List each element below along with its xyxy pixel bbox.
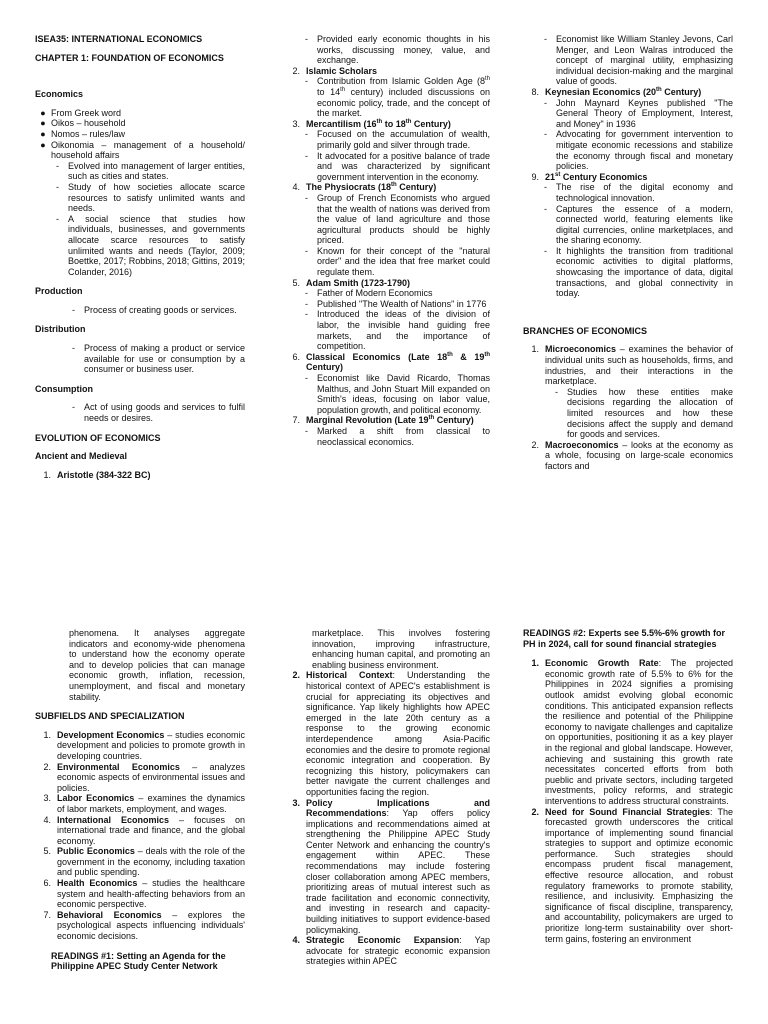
sub-point: - John Maynard Keynes published "The General Theory of Employment, Interest, and Money" in 1936	[544, 97, 733, 129]
sub-point: - It highlights the transition from traditional economic activities to digital platforms, showcasing the importance of data, digital transactions, and global connectivity in today.	[544, 245, 733, 299]
chapter-title: CHAPTER 1: FOUNDATION OF ECONOMICS	[35, 52, 224, 63]
distribution-heading: Distribution	[35, 324, 86, 335]
subfield-item: 1. Development Economics – studies economic development and policies to promote growth in developing countries.	[43, 729, 245, 761]
list-item-islamic: 2. Islamic Scholars	[292, 65, 378, 76]
list-item-physiocrats: 4. The Physiocrats (18th Century)	[292, 182, 437, 193]
sub-point: - Advocating for government intervention to mitigate economic recessions and stabilize the economy through fiscal and monetary policies.	[544, 129, 733, 172]
sub-point: - Focused on the accumulation of wealth, primarily gold and silver through trade.	[305, 129, 490, 150]
sub-point: - Economist like William Stanley Jevons, Carl Menger, and Leon Walras introduced the concept of marginal utility, emphasizing individual decision-making and the marginal value of goods.	[544, 34, 733, 87]
subfield-item: 6. Health Economics – studies the healthcare system and health-affecting behaviors from an economic perspective.	[43, 878, 245, 910]
sub-point: - The rise of the digital economy and technological innovation.	[544, 182, 733, 203]
readings-1-item: 3. Policy Implications and Recommendations: Yap offers policy implications and recommendations aimed at strengthening the Philippine APEC Study Center Network and enhancing the country's engagement within APEC. These recommendations may include fostering closer collaboration among APEC members, prioritizing areas of mutual interest such as trade facilitation and economic connectivity, and investing in research and capacity-building initiatives to support evidence-based policymaking.	[292, 797, 490, 935]
apec-continuation: marketplace. This involves fostering innovation, improving infrastructure, enhancing human capital, and promoting an enabling business environment.	[312, 628, 490, 670]
consumption-heading: Consumption	[35, 383, 93, 394]
bullet-item: ● Oikonomia – management of a household/ household affairs	[35, 140, 245, 161]
sub-point: - Father of Modern Economics	[305, 288, 433, 299]
sub-point: - Captures the essence of a modern, connected world, featuring elements like digital currencies, online marketplaces, and the sharing economy.	[544, 203, 733, 246]
subfield-item: 7. Behavioral Economics – explores the psychological aspects influencing individuals' economic decisions.	[43, 909, 245, 942]
sub-point: - Evolved into management of larger entities, such as cities and states.	[56, 160, 245, 182]
readings-1-item: 4. Strategic Economic Expansion: Yap advocate for strategic economic expansion strategies within APEC	[292, 935, 490, 967]
sub-point: - It advocated for a positive balance of trade and was characterized by significant government intervention in the economy.	[305, 150, 490, 182]
list-item-microeconomics: 1. Microeconomics – examines the behavior of individual units such as households, firms, and industries, and their interactions in the marketplace.	[531, 344, 733, 387]
subfield-item: 5. Public Economics – deals with the role of the government in the economy, including taxation and public spending.	[43, 846, 245, 878]
bullet-item: ● Nomos – rules/law	[35, 129, 245, 140]
page2-column-1	[35, 628, 245, 972]
consumption-point: - Act of using goods and services to fulfil needs or desires.	[72, 402, 245, 424]
subfield-item: 3. Labor Economics – examines the dynamics of labor markets, employment, and wages.	[43, 793, 245, 814]
list-item-marginal: 7. Marginal Revolution (Late 19th Century)	[292, 415, 474, 426]
subfield-item: 4. International Economics – focuses on international trade and finance, and the global economy.	[43, 814, 245, 846]
subfields-heading: SUBFIELDS AND SPECIALIZATION	[35, 711, 185, 722]
document-page-2	[0, 618, 768, 1024]
sub-point: - Introduced the ideas of the division of labor, the invisible hand guiding free markets, and the importance of competition.	[305, 309, 490, 352]
sub-point: - Contribution from Islamic Golden Age (8th to 14th century) included discussions on economic policy, trade, and the concept of the market.	[305, 76, 490, 119]
production-heading: Production	[35, 286, 83, 297]
sub-point: - Provided early economic thoughts in his works, discussing money, value, and exchange.	[305, 34, 490, 66]
bullet-icon: ●	[40, 118, 46, 129]
list-item-mercantilism: 3. Mercantilism (16th to 18th Century)	[292, 118, 451, 129]
page1-column-1	[35, 34, 245, 480]
list-item-keynesian: 8. Keynesian Economics (20th Century)	[531, 86, 702, 97]
course-title: ISEA35: INTERNATIONAL ECONOMICS	[35, 34, 203, 44]
page1-column-3	[523, 34, 733, 472]
readings-2-heading: READINGS #2: Experts see 5.5%-6% growth for PH in 2024, call for sound financial strategies	[523, 628, 726, 649]
sub-point: - Marked a shift from classical to neoclassical economics.	[305, 425, 490, 447]
readings-1-item: 2. Historical Context: Understanding the historical context of APEC's establishment is crucial for appreciating its objectives and significance. Yap likely highlights how APEC emerged in the late 20th century as a response to the growing economic interdependence among Asia-Pacific economies and the desire to promote regional economic integration and cooperation. By recognizing this history, policymakers can better navigate the current challenges and opportunities facing the region.	[292, 670, 491, 797]
bullet-icon: ●	[40, 107, 46, 118]
page2-column-3	[523, 628, 733, 944]
bullet-icon: ●	[40, 128, 46, 139]
list-item-macroeconomics: 2. Macroeconomics – looks at the economy as a whole, focusing on large-scale economics factors and	[531, 439, 733, 471]
list-item-adam-smith: 5. Adam Smith (1723-1790)	[292, 277, 411, 288]
list-item-aristotle: 1. Aristotle (384-322 BC)	[43, 469, 151, 480]
ancient-heading: Ancient and Medieval	[35, 451, 128, 462]
page2-column-2	[284, 628, 490, 967]
list-item-classical: 6. Classical Economics (Late 18th & 19th Century)	[292, 351, 490, 373]
distribution-point: - Process of making a product or service available for use or consumption by a consumer or business user.	[72, 343, 245, 375]
sub-point: - Known for their concept of the "natural order" and the idea that free market could regulate them.	[305, 245, 490, 278]
readings-1-heading: READINGS #1: Setting an Agenda for the Philippine APEC Study Center Network	[51, 950, 226, 972]
bullet-item: ● Oikos – household	[35, 118, 245, 129]
bullet-icon: ●	[40, 139, 46, 150]
readings-2-item: 1. Economic Growth Rate: The projected economic growth rate of 5.5% to 6% for the Philippines in 2024 signifies a promising outlook amidst evolving global economic conditions. This anticipated expansion reflects the resilience and potential of the Philippine economy to navigate challenges and capitalize on opportunities, positioning it as a key player in the regional and global landscape. However, achieving and sustaining this growth rate necessitates concerted efforts from both pueblic and private sectors, including targeted investments, policy reforms, and strategic interventions to address structural constraints.	[531, 658, 734, 806]
readings-2-item: 2. Need for Sound Financial Strategies: The forecasted growth underscores the critical importance of implementing sound financial strategies to support and optimize economic performance. Such strategies should encompass prudent fiscal management, effective resource allocation, and robust regulatory frameworks to promote stability, resilience, and inclusivity. Emphasizing the significance of fiscal discipline, transparency, and accountability, policymakers are urged to prioritize long-term sustainability over short-term gains, fostering an environment	[531, 806, 733, 944]
branches-heading: BRANCHES OF ECONOMICS	[523, 325, 648, 336]
economics-heading: Economics	[35, 89, 84, 100]
bullet-item: ● From Greek word	[35, 108, 245, 119]
sub-point: - Group of French Economists who argued that the wealth of nations was derived from the value of land agriculture and those agricultural products should be highly priced.	[305, 192, 490, 246]
subfield-item: 2. Environmental Economics – analyzes economic aspects of environmental issues and policies.	[43, 761, 245, 793]
sub-point: - Published "The Wealth of Nations" in 1776	[305, 298, 487, 309]
page1-column-2	[284, 34, 490, 447]
evolution-heading: EVOLUTION OF ECONOMICS	[35, 432, 161, 443]
page-gap	[0, 600, 768, 618]
production-point: - Process of creating goods or services.	[72, 304, 237, 315]
sub-point: - Studies how these entities make decisions regarding the allocation of limited resources and how these decisions affect the supply and demand for goods and services.	[555, 386, 733, 440]
macro-continuation: phenomena. It analyses aggregate indicators and economy-wide phenomena to understand how the economy operate and to develop policies that can manage economic growth, inflation, recession, unemployment, and fiscal and monetary stability.	[69, 628, 245, 702]
sub-point: - Study of how societies allocate scarce resources to satisfy unlimited wants and needs.	[56, 181, 245, 214]
sub-point: - Economist like David Ricardo, Thomas Malthus, and John Stuart Mill expanded on Smith's ideas, focusing on labor value, population growth, and political economy.	[305, 373, 490, 415]
sub-point: - A social science that studies how individuals, businesses, and governments allocate scarce resources to satisfy unlimited wants and needs (Taylor, 2009; Boettke, 2017; Robbins, 2018; Gittins, 2019; Colander, 2016)	[56, 213, 245, 277]
list-item-21st-century: 9. 21st Century Economics	[531, 171, 648, 182]
